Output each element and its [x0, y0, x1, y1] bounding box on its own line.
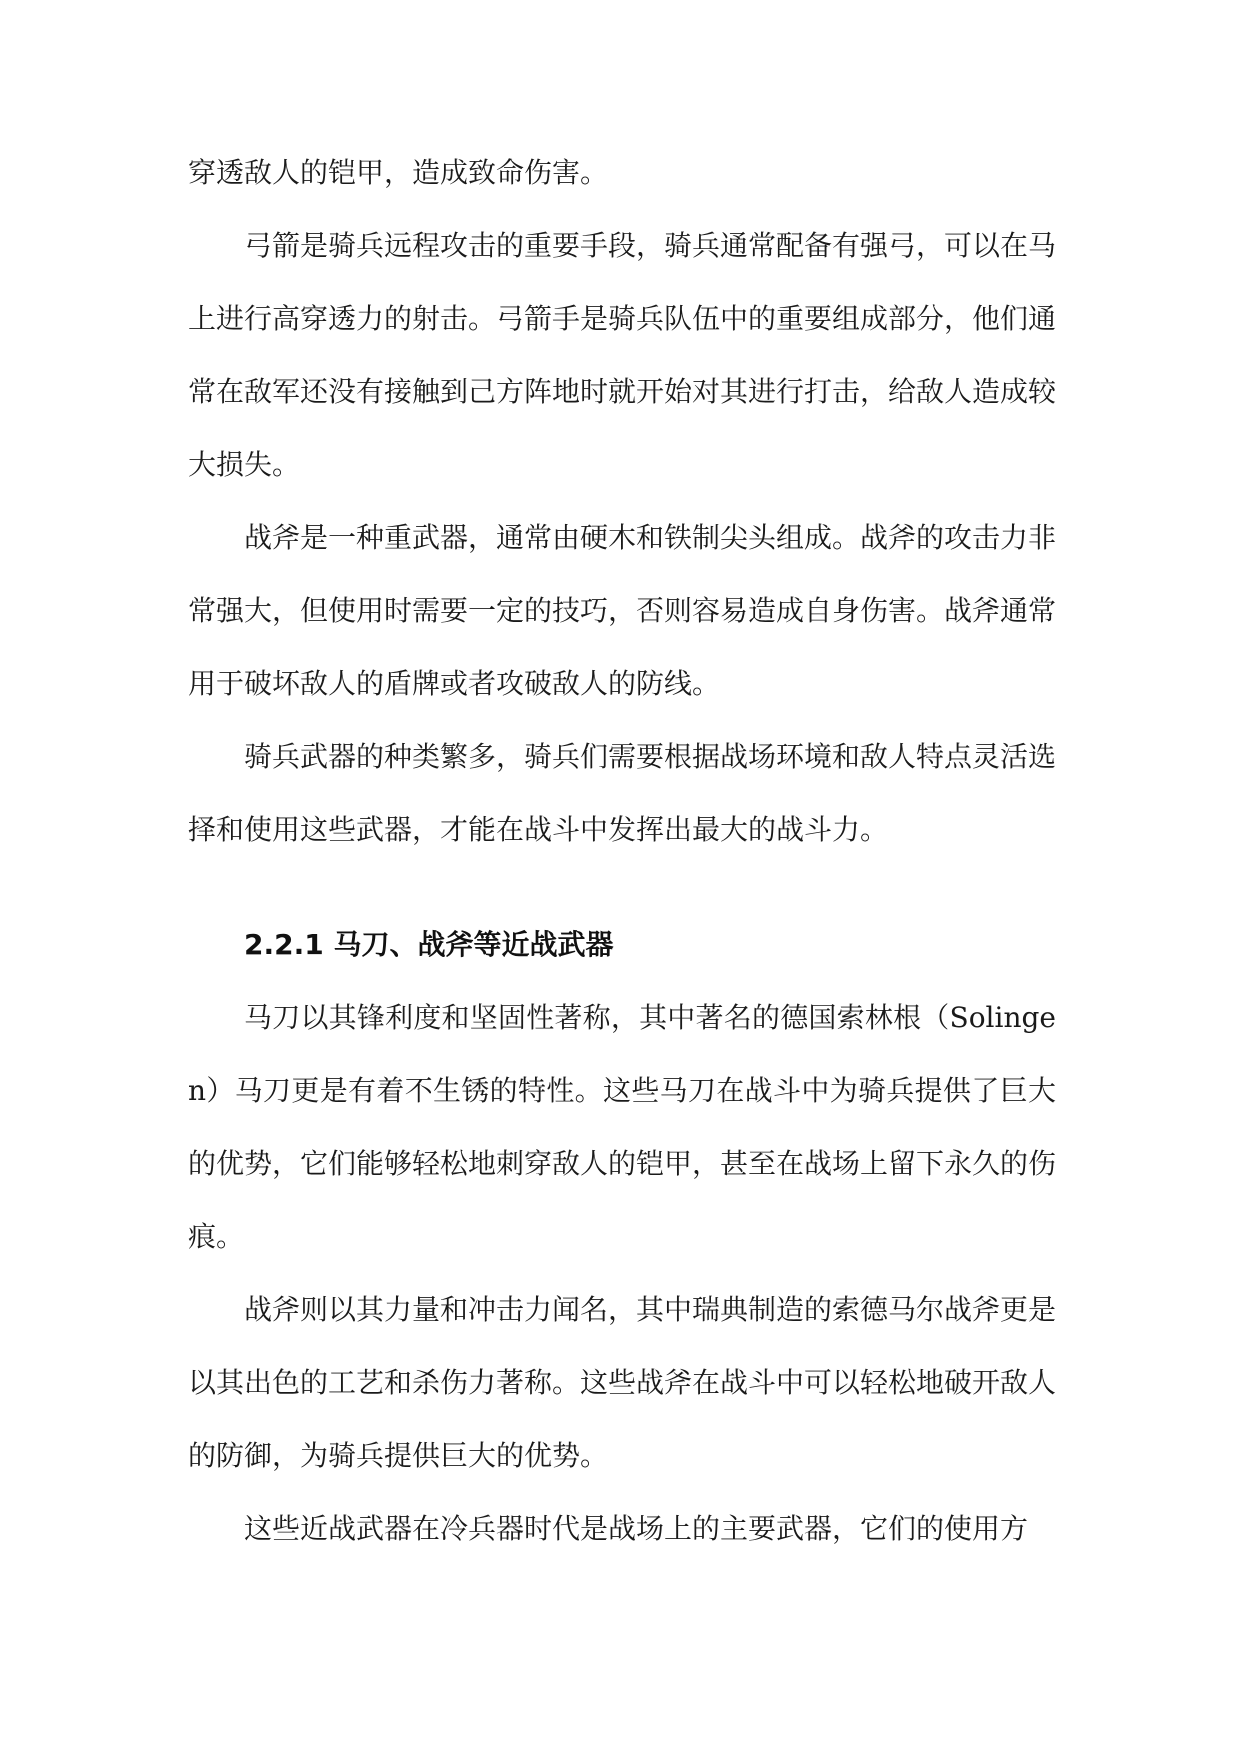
paragraph-saber: 马刀以其锋利度和坚固性著称，其中著名的德国索林根（Solingen）马刀更是有着不生锈的特性。这些马刀在战斗中为骑兵提供了巨大的优势，它们能够轻松地刺穿敌人的铠甲，甚至在战场上留下永久的伤痕。: [188, 1001, 1057, 1253]
paragraph-battle-axe: 战斧是一种重武器，通常由硬木和铁制尖头组成。战斧的攻击力非常强大，但使用时需要一定的技巧，否则容易造成自身伤害。战斧通常用于破坏敌人的盾牌或者攻破敌人的防线。: [188, 521, 1057, 700]
paragraph-axe-sweden: 战斧则以其力量和冲击力闻名，其中瑞典制造的索德马尔战斧更是以其出色的工艺和杀伤力著称。这些战斧在战斗中可以轻松地破开敌人的防御，为骑兵提供巨大的优势。: [188, 1293, 1057, 1472]
section-heading: 2.2.1 马刀、战斧等近战武器: [244, 928, 614, 961]
paragraph-continued: 穿透敌人的铠甲，造成致命伤害。: [188, 156, 609, 189]
page-content: [188, 136, 1056, 1565]
paragraph-weapon-variety: 骑兵武器的种类繁多，骑兵们需要根据战场环境和敌人特点灵活选择和使用这些武器，才能在战斗中发挥出最大的战斗力。: [188, 740, 1057, 846]
paragraph-melee-weapons: 这些近战武器在冷兵器时代是战场上的主要武器，它们的使用方: [244, 1512, 1029, 1545]
paragraph-archery: 弓箭是骑兵远程攻击的重要手段，骑兵通常配备有强弓，可以在马上进行高穿透力的射击。弓箭手是骑兵队伍中的重要组成部分，他们通常在敌军还没有接触到己方阵地时就开始对其进行打击，给敌人造成较大损失。: [188, 229, 1057, 481]
